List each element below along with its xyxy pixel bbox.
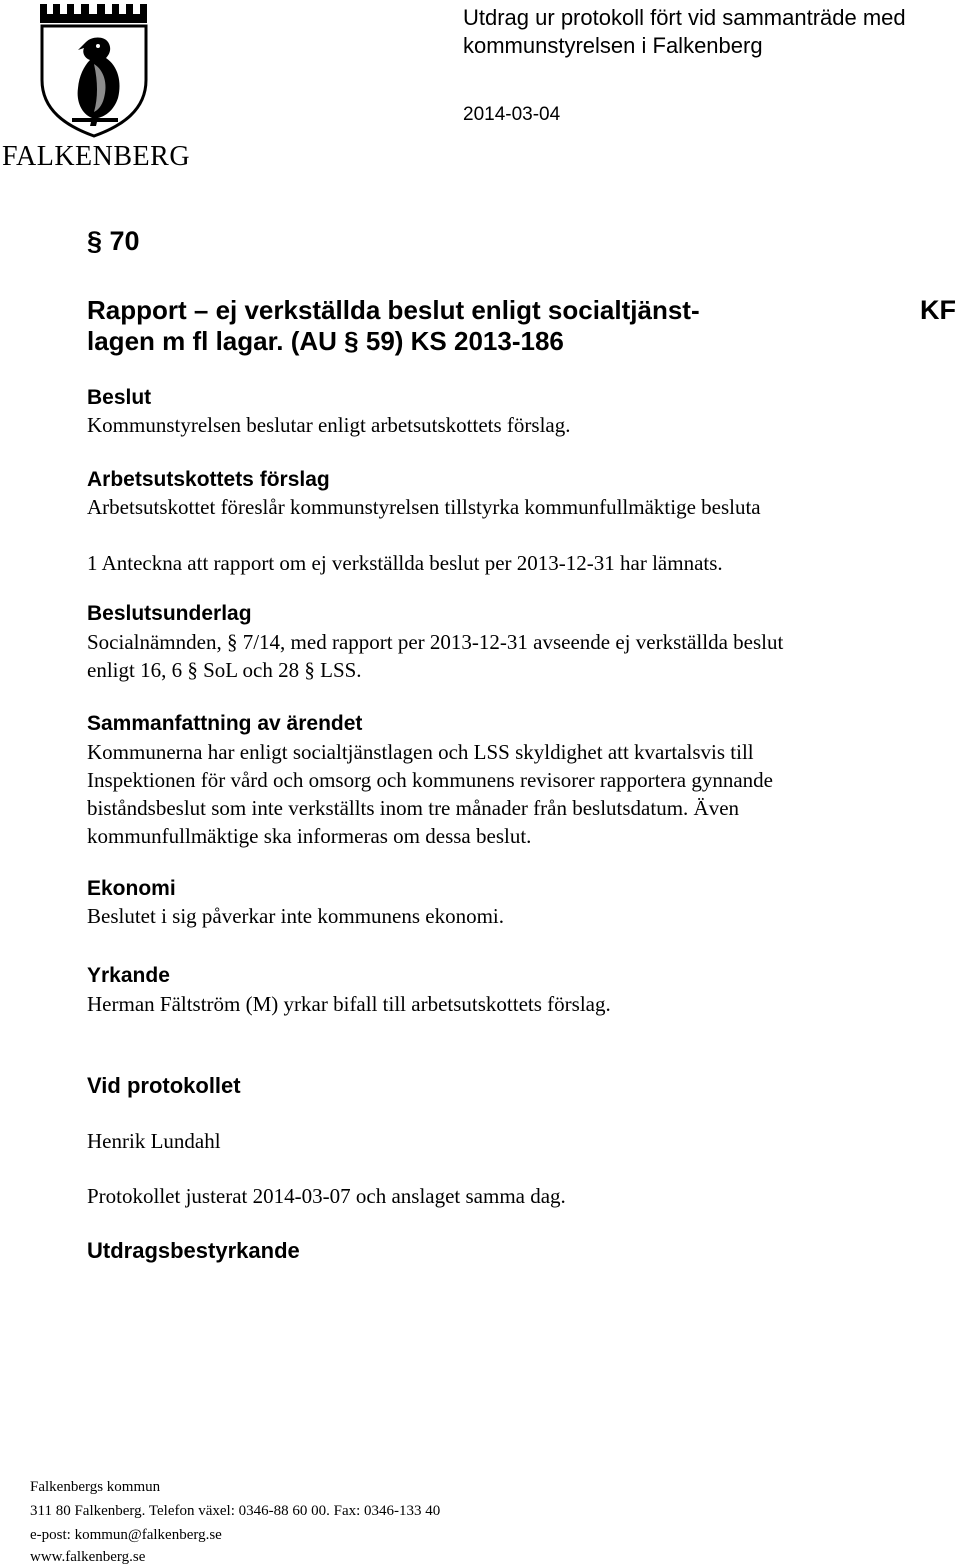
brand-wordmark: FALKENBERG bbox=[2, 141, 191, 172]
matter-title-line2: lagen m fl lagar. (AU § 59) KS 2013-186 bbox=[87, 326, 564, 356]
forslag-item: 1 Anteckna att rapport om ej verkställda beslut per 2013-12-31 har lämnats. bbox=[87, 551, 723, 575]
sammanfattning-line: Kommunerna har enligt socialtjänstlagen och LSS skyldighet att kvartalsvis till bbox=[87, 740, 754, 764]
yrkande-heading: Yrkande bbox=[87, 964, 170, 987]
underlag-line1: Socialnämnden, § 7/14, med rapport per 2013-12-31 avseende ej verkställda beslut bbox=[87, 630, 784, 654]
underlag-heading: Beslutsunderlag bbox=[87, 602, 252, 625]
justerat-text: Protokollet justerat 2014-03-07 och anslaget samma dag. bbox=[87, 1184, 566, 1208]
sammanfattning-line: kommunfullmäktige ska informeras om dessa beslut. bbox=[87, 824, 532, 848]
kf-marker: KF bbox=[920, 295, 956, 325]
footer-address: 311 80 Falkenberg. Telefon växel: 0346-88 60 00. Fax: 0346-133 40 bbox=[30, 1503, 441, 1519]
section-number: § 70 bbox=[87, 226, 140, 256]
meeting-date: 2014-03-04 bbox=[463, 104, 561, 125]
beslut-heading: Beslut bbox=[87, 386, 152, 409]
sammanfattning-line: biståndsbeslut som inte verkställts inom tre månader från beslutsdatum. Även bbox=[87, 796, 740, 820]
forslag-heading: Arbetsutskottets förslag bbox=[87, 468, 330, 491]
secretary-name: Henrik Lundahl bbox=[87, 1129, 221, 1153]
utdrag-heading: Utdragsbestyrkande bbox=[87, 1238, 300, 1263]
sammanfattning-heading: Sammanfattning av ärendet bbox=[87, 712, 363, 735]
footer-web-link[interactable]: www.falkenberg.se bbox=[30, 1549, 146, 1565]
footer-email[interactable]: e-post: kommun@falkenberg.se bbox=[30, 1527, 222, 1543]
underlag-line2: enligt 16, 6 § SoL och 28 § LSS. bbox=[87, 658, 362, 682]
sammanfattning-line: Inspektionen för vård och omsorg och kommunens revisorer rapportera gynnande bbox=[87, 768, 773, 792]
forslag-text: Arbetsutskottet föreslår kommunstyrelsen tillstyrka kommunfullmäktige besluta bbox=[87, 495, 761, 519]
document-title-line1: Utdrag ur protokoll fört vid sammanträde med bbox=[463, 5, 906, 30]
matter-title-line1: Rapport – ej verkställda beslut enligt socialtjänst- bbox=[87, 295, 700, 325]
ekonomi-heading: Ekonomi bbox=[87, 877, 176, 900]
footer-org: Falkenbergs kommun bbox=[30, 1479, 161, 1495]
yrkande-text: Herman Fältström (M) yrkar bifall till arbetsutskottets förslag. bbox=[87, 992, 611, 1016]
document-title-line2: kommunstyrelsen i Falkenberg bbox=[463, 33, 763, 58]
ekonomi-text: Beslutet i sig påverkar inte kommunens ekonomi. bbox=[87, 904, 505, 928]
falkenberg-coat-of-arms-logo bbox=[34, 2, 154, 140]
protokoll-heading: Vid protokollet bbox=[87, 1073, 241, 1098]
beslut-text: Kommunstyrelsen beslutar enligt arbetsutskottets förslag. bbox=[87, 413, 571, 437]
